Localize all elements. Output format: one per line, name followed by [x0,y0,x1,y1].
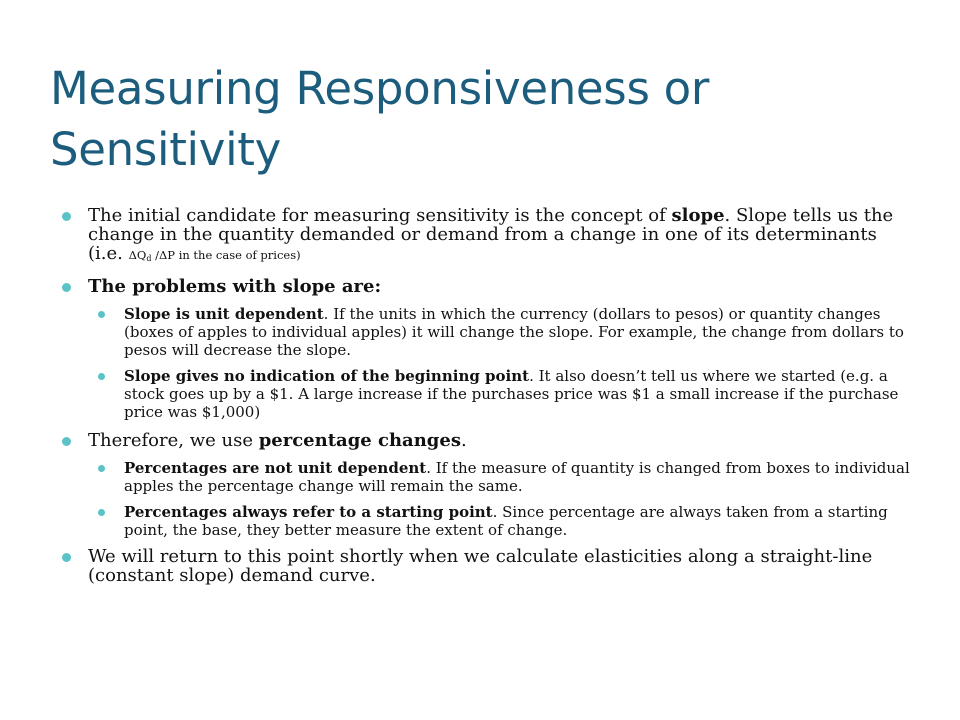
subbullet-text: . If the measure of quantity is changed from boxes to individual apples the percentage change will remain the same. [124,459,910,495]
bullet-text: . [460,430,467,451]
slide-title [50,58,910,180]
subbullet-unit-dependent [98,305,917,359]
subbullet-dot-icon [98,509,105,516]
formula-text [129,248,301,262]
title-line-1: Measuring Responsiveness or [50,62,710,115]
bullet-text: Therefore, we use [88,430,259,451]
bullet-text: The initial candidate for measuring sensitivity is the concept of [88,205,672,226]
subbullet-beginning-point [98,367,917,421]
subbullet-text: . Since percentage are always taken from a starting point, the base, they better measure the extent of change. [124,503,888,539]
bullet-dot-icon [62,437,71,446]
subbullet-bold-text: Slope gives no indication of the beginning point [124,367,530,385]
formula-rest: /ΔP in the case of prices) [151,248,301,262]
subbullet-starting-point [98,503,917,539]
formula-delta-q: ΔQ [128,248,147,262]
bullet-bold-text: slope [671,205,725,226]
subbullet-dot-icon [98,465,105,472]
subbullet-dot-icon [98,311,105,318]
bullet-slope-candidate [62,206,917,268]
subbullet-not-unit-dependent [98,459,917,495]
bullet-dot-icon [62,283,71,292]
slide-body [62,206,917,594]
formula-subscript: d [146,254,152,263]
bullet-return-point [62,547,917,585]
bullet-percentage-changes [62,431,917,450]
subbullet-bold-text: Percentages always refer to a starting point [124,503,493,521]
bullet-bold-text: percentage changes [258,430,461,451]
bullet-bold-text: The problems with slope are: [88,276,382,297]
subbullet-bold-text: Percentages are not unit dependent [124,459,427,477]
subbullet-dot-icon [98,373,105,380]
subbullet-text: . It also doesn’t tell us where we started (e.g. a stock goes up by a $1. A large increase if the purchases price was $1 a small increase if the purchase price was $1,000) [124,367,899,421]
bullet-problems-heading [62,277,917,296]
bullet-dot-icon [62,212,71,221]
bullet-dot-icon [62,553,71,562]
subbullet-bold-text: Slope is unit dependent [124,305,324,323]
subbullet-text: . If the units in which the currency (dollars to pesos) or quantity changes (boxes of apples to individual apples) it will change the slope. For example, the change from dollars to pesos will decrease the slope. [124,305,904,359]
title-line-2: Sensitivity [50,123,281,176]
bullet-text: We will return to this point shortly when we calculate elasticities along a straight-line (constant slope) demand curve. [88,546,873,586]
bullet-text: . Slope tells us the change in the quantity demanded or demand from a change in one of its determinants (i.e. [88,205,894,264]
